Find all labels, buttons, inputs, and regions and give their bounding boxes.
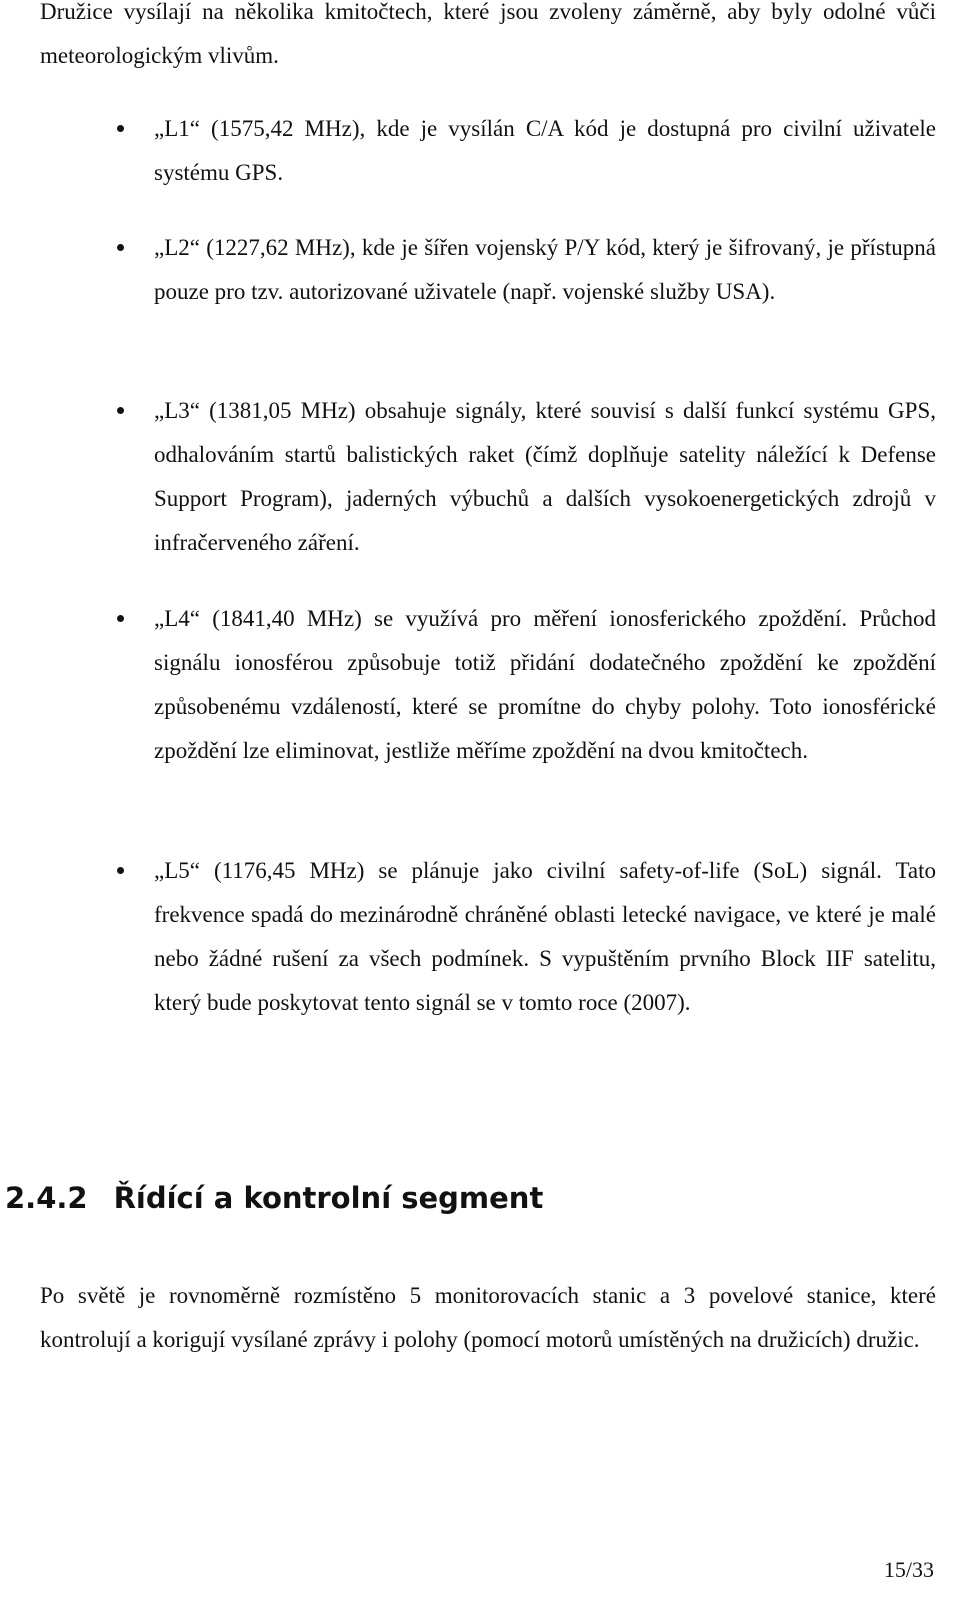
page-number: 15/33: [883, 1557, 934, 1582]
list-item-text: „L3“ (1381,05 MHz) obsahuje signály, které souvisí s další funkcí systému GPS, odhalováním startů balistických raket (čímž doplňuje satelity náležící k Defense Support Program), jaderných výbuchů a dalších vysokoenergetických zdrojů v infračerveného záření.: [154, 398, 936, 555]
section-title: Řídící a kontrolní segment: [113, 1181, 544, 1215]
list-item-l3: [154, 389, 936, 565]
bullet-icon: [117, 867, 124, 874]
list-item-l5: [154, 849, 936, 1025]
list-item-l4: [154, 597, 936, 773]
list-item-text: „L5“ (1176,45 MHz) se plánuje jako civilní safety-of-life (SoL) signál. Tato frekvence spadá do mezinárodně chráněné oblasti letecké navigace, ve které je malé nebo žádné rušení za všech podmínek. S vypuštěním prvního Block IIF satelitu, který bude poskytovat tento signál se v tomto roce (2007).: [154, 858, 936, 1015]
list-item-l1: [154, 107, 936, 195]
section-paragraph: Po světě je rovnoměrně rozmístěno 5 monitorovacích stanic a 3 povelové stanice, které kontrolují a korigují vysílané zprávy i polohy (pomocí motorů umístěných na družicích) družic.: [40, 1283, 936, 1352]
bullet-icon: [117, 615, 124, 622]
list-item-text: „L2“ (1227,62 MHz), kde je šířen vojenský P/Y kód, který je šifrovaný, je přístupná pouze pro tzv. autorizované uživatele (např. vojenské služby USA).: [154, 235, 936, 304]
list-item-text: „L4“ (1841,40 MHz) se využívá pro měření ionosferického zpoždění. Průchod signálu ionosférou způsobuje totiž přidání dodatečného zpoždění ke zpoždění způsobenému vzdáleností, které se promítne do chyby polohy. Toto ionosférické zpoždění lze eliminovat, jestliže měříme zpoždění na dvou kmitočtech.: [154, 606, 936, 763]
intro-paragraph: Družice vysílají na několika kmitočtech, které jsou zvoleny záměrně, aby byly odolné vůči meteorologickým vlivům.: [40, 0, 936, 68]
section-number: 2.4.2: [5, 1181, 88, 1215]
bullet-icon: [117, 244, 124, 251]
bullet-icon: [117, 125, 124, 132]
list-item-l2: [154, 226, 936, 314]
list-item-text: „L1“ (1575,42 MHz), kde je vysílán C/A kód je dostupná pro civilní uživatele systému GPS.: [154, 116, 936, 185]
bullet-icon: [117, 407, 124, 414]
section-heading: [5, 1176, 543, 1220]
